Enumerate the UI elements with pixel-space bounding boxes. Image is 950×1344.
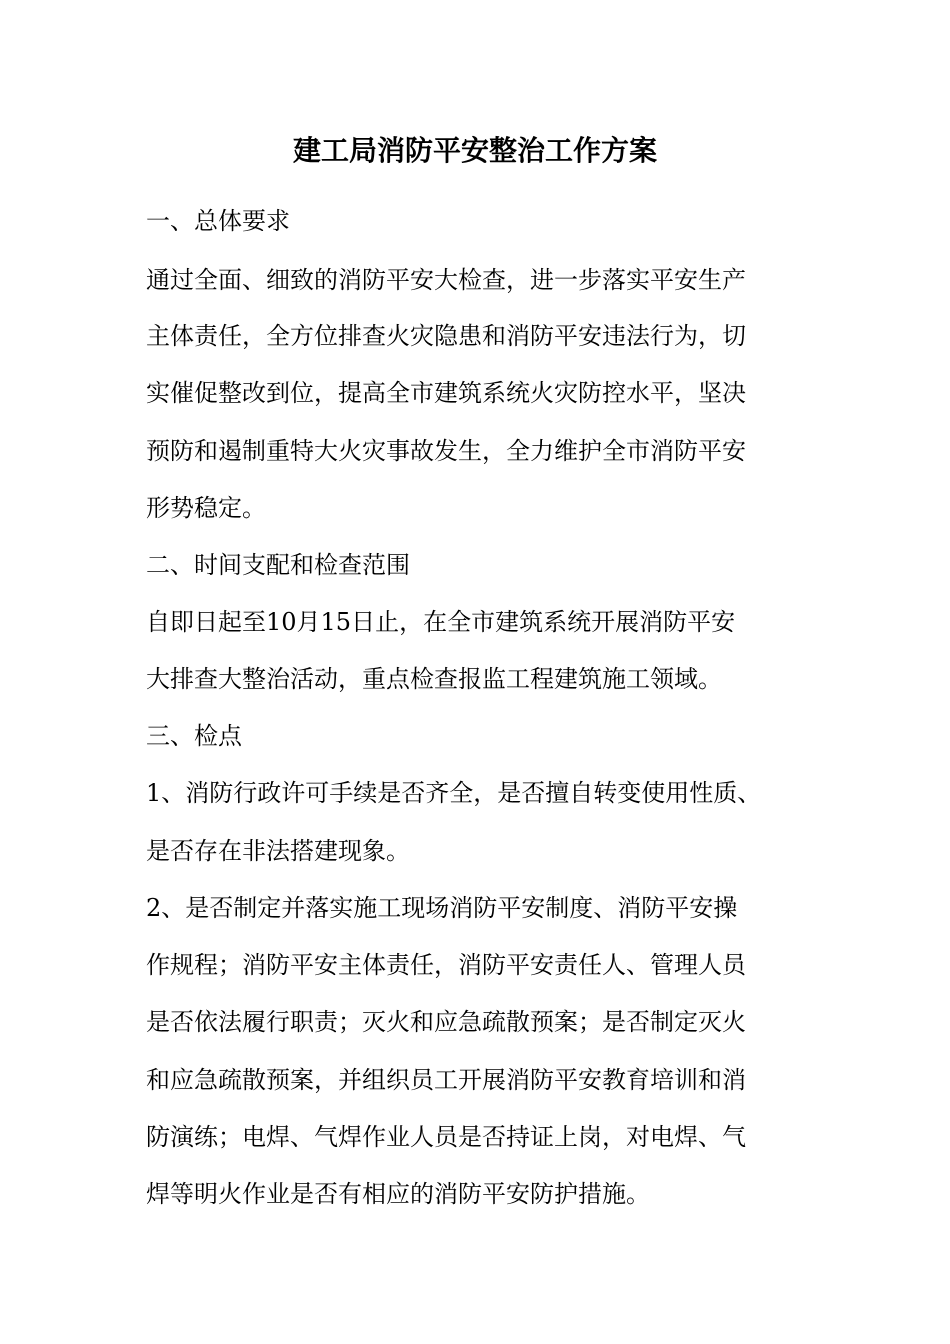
section-heading-general-requirements: 一、总体要求	[146, 207, 290, 235]
paragraph-line: 形势稳定。	[146, 494, 266, 522]
section-heading-inspection-points: 三、检点	[146, 722, 242, 750]
paragraph-line: 自即日起至10月15日止，在全市建筑系统开展消防平安	[146, 608, 736, 636]
list-item-line: 2、是否制定并落实施工现场消防平安制度、消防平安操	[146, 894, 738, 922]
list-item-line: 是否存在非法搭建现象。	[146, 837, 410, 865]
section-heading-schedule-scope: 二、时间支配和检查范围	[146, 551, 410, 579]
paragraph-line: 预防和遏制重特大火灾事故发生，全力维护全市消防平安	[146, 437, 746, 465]
list-item-line: 是否依法履行职责；灭火和应急疏散预案；是否制定灭火	[146, 1008, 746, 1036]
paragraph-line: 主体责任，全方位排查火灾隐患和消防平安违法行为，切	[146, 322, 746, 350]
list-item-line: 防演练；电焊、气焊作业人员是否持证上岗，对电焊、气	[146, 1123, 746, 1151]
document-title: 建工局消防平安整治工作方案	[292, 134, 657, 167]
paragraph-line: 大排查大整治活动，重点检查报监工程建筑施工领域。	[146, 665, 722, 693]
list-item-line: 作规程；消防平安主体责任，消防平安责任人、管理人员	[146, 951, 746, 979]
list-item-line: 焊等明火作业是否有相应的消防平安防护措施。	[146, 1180, 650, 1208]
paragraph-line: 实催促整改到位，提高全市建筑系统火灾防控水平，坚决	[146, 379, 746, 407]
list-item-line: 1、消防行政许可手续是否齐全，是否擅自转变使用性质、	[146, 779, 762, 807]
paragraph-line: 通过全面、细致的消防平安大检查，进一步落实平安生产	[146, 266, 746, 294]
list-item-line: 和应急疏散预案，并组织员工开展消防平安教育培训和消	[146, 1066, 746, 1094]
